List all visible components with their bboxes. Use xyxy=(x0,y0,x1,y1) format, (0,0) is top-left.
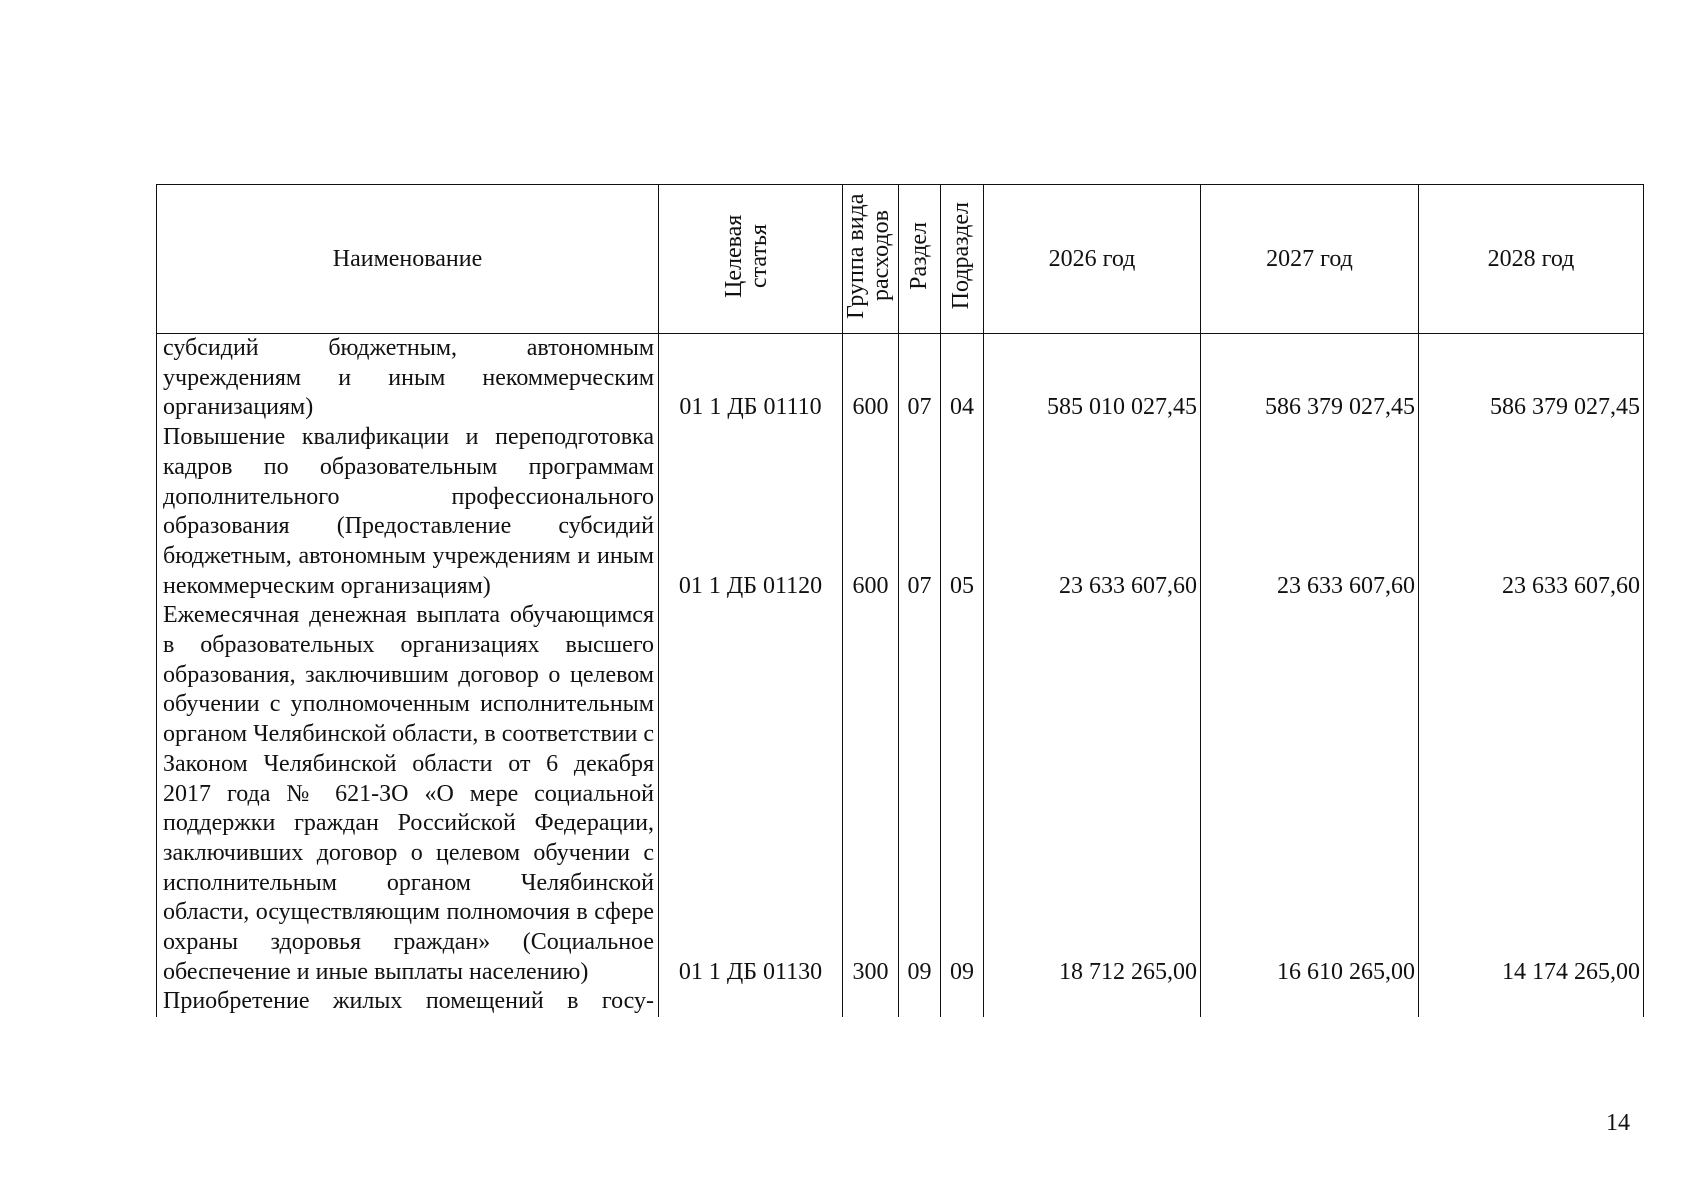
table-row xyxy=(157,423,1644,601)
row-section: 07 xyxy=(899,334,941,424)
table-row xyxy=(157,334,1644,424)
header-expense-group: Группа вида расходов xyxy=(843,185,899,334)
page-number: 14 xyxy=(1606,1110,1630,1136)
row-2028: 23 633 607,60 xyxy=(1419,423,1644,601)
row-section: 09 xyxy=(899,601,941,987)
row-2026: 585 010 027,45 xyxy=(984,334,1201,424)
row-name: Приобретение жилых помещений в госу- xyxy=(157,987,659,1017)
row-expense-group xyxy=(843,987,899,1017)
row-2026: 18 712 265,00 xyxy=(984,601,1201,987)
row-name: Ежемесячная денежная выплата обучающимся в образовательных организациях высшего образования, заключившим договор о целевом обучении с уполномоченным исполнительным органом Челябинской области, в соответствии с Законом Челябинской области от 6 декабря 2017 года № 621-ЗО «О мере социальной поддержки граждан Российской Федерации, заключивших договор о целевом обучении с исполнительным органом Челябинской области, осуществляющим полномочия в сфере охраны здоровья граждан» (Социальное обеспечение и иные выплаты населению) xyxy=(157,601,659,987)
row-name: субсидий бюджетным, автономным учреждениям и иным некоммерческим организациям) xyxy=(157,334,659,424)
table-row xyxy=(157,601,1644,987)
row-expense-group: 600 xyxy=(843,423,899,601)
header-subsection: Подраздел xyxy=(941,185,984,334)
row-target-article: 01 1 ДБ 01110 xyxy=(659,334,843,424)
header-name: Наименование xyxy=(157,185,659,334)
row-expense-group: 600 xyxy=(843,334,899,424)
row-2028: 586 379 027,45 xyxy=(1419,334,1644,424)
header-2028: 2028 год xyxy=(1419,185,1644,334)
row-subsection: 09 xyxy=(941,601,984,987)
budget-table xyxy=(156,184,1644,1017)
row-name: Повышение квалификации и переподготовка кадров по образовательным программам дополнительного профессионального образования (Предоставление субсидий бюджетным, автономным учреждениям и иным некоммерческим организациям) xyxy=(157,423,659,601)
row-2027 xyxy=(1201,987,1419,1017)
row-2026 xyxy=(984,987,1201,1017)
row-2028: 14 174 265,00 xyxy=(1419,601,1644,987)
row-section xyxy=(899,987,941,1017)
row-2027: 23 633 607,60 xyxy=(1201,423,1419,601)
header-section: Раздел xyxy=(899,185,941,334)
row-2027: 586 379 027,45 xyxy=(1201,334,1419,424)
header-target-article: Целевая статья xyxy=(659,185,843,334)
row-subsection: 04 xyxy=(941,334,984,424)
row-subsection: 05 xyxy=(941,423,984,601)
row-2026: 23 633 607,60 xyxy=(984,423,1201,601)
table-row xyxy=(157,987,1644,1017)
header-2026: 2026 год xyxy=(984,185,1201,334)
row-target-article: 01 1 ДБ 01120 xyxy=(659,423,843,601)
row-2028 xyxy=(1419,987,1644,1017)
row-target-article xyxy=(659,987,843,1017)
row-2027: 16 610 265,00 xyxy=(1201,601,1419,987)
row-subsection xyxy=(941,987,984,1017)
table-header-row xyxy=(157,185,1644,334)
row-section: 07 xyxy=(899,423,941,601)
row-expense-group: 300 xyxy=(843,601,899,987)
header-2027: 2027 год xyxy=(1201,185,1419,334)
row-target-article: 01 1 ДБ 01130 xyxy=(659,601,843,987)
